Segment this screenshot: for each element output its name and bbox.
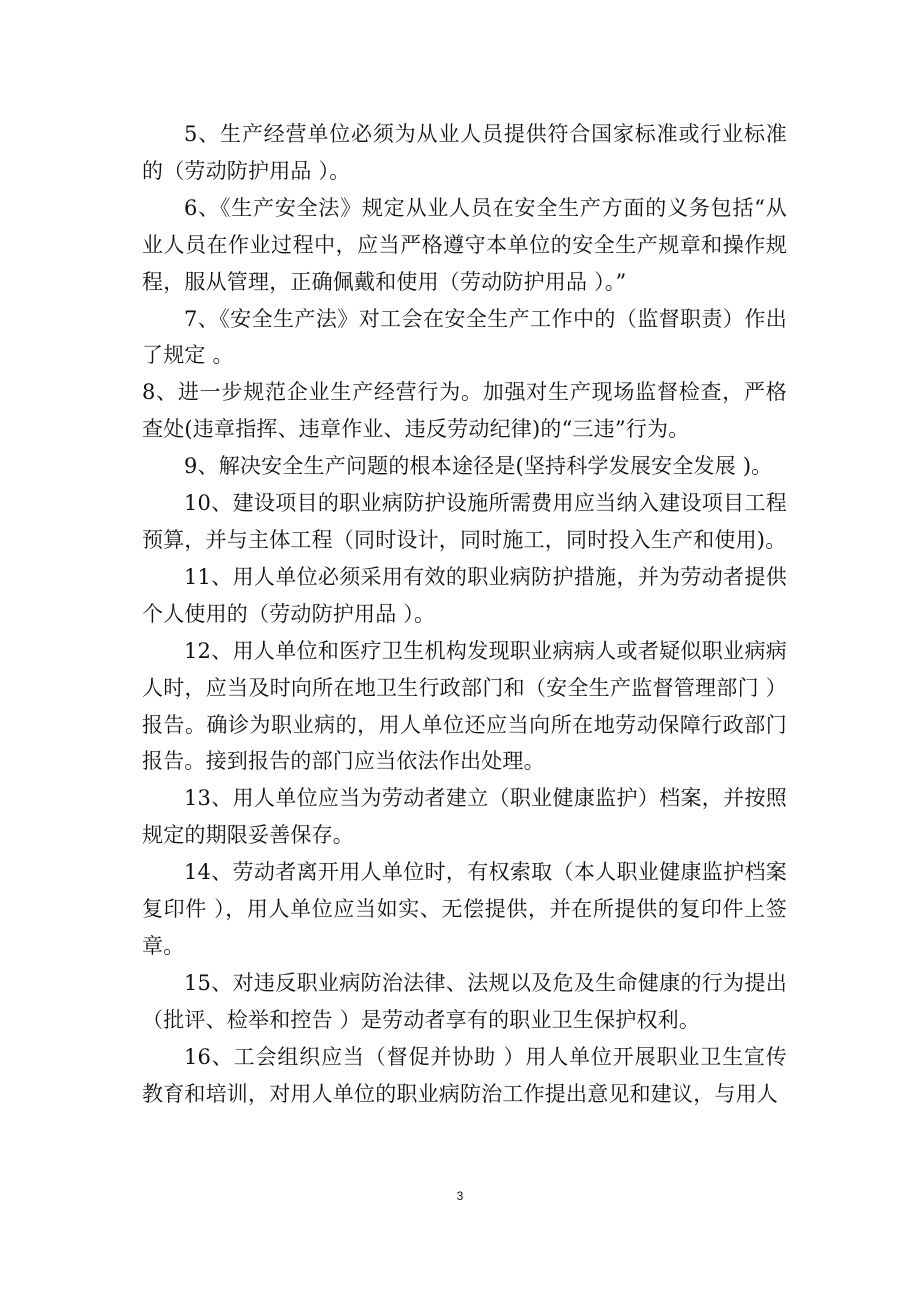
paragraph-item-6: 6、《生产安全法》规定从业人员在安全生产方面的义务包括“从业人员在作业过程中，应当严格遵守本单位的安全生产规章和操作规程，服从管理，正确佩戴和使用（劳动防护用品 ）。” [142,195,787,294]
paragraph-item-7: 7、《安全生产法》对工会在安全生产工作中的（监督职责）作出了规定 。 [142,306,787,368]
paragraph-item-13: 13、用人单位应当为劳动者建立（职业健康监护）档案，并按照规定的期限妥善保存。 [142,786,787,848]
paragraph-item-12: 12、用人单位和医疗卫生机构发现职业病病人或者疑似职业病病人时，应当及时向所在地卫生行政部门和（安全生产监督管理部门 ）报告。确诊为职业病的，用人单位还应当向所在地劳动保障行政部门报告。接到报告的部门应当依法作出处理。 [142,638,787,774]
paragraph-item-11: 11、用人单位必须采用有效的职业病防护措施，并为劳动者提供个人使用的（劳动防护用品 ）。 [142,564,787,626]
paragraph-item-10: 10、建设项目的职业病防护设施所需费用应当纳入建设项目工程预算，并与主体工程（同时设计，同时施工，同时投入生产和使用)。 [142,491,787,552]
paragraph-item-15: 15、对违反职业病防治法律、法规以及危及生命健康的行为提出（批评、检举和控告 ）是劳动者享有的职业卫生保护权利。 [142,970,787,1032]
document-body [142,116,787,1112]
page-number: 3 [456,1189,464,1203]
paragraph-item-16: 16、工会组织应当（督促并协助 ）用人单位开展职业卫生宣传教育和培训，对用人单位的职业病防治工作提出意见和建议，与用人 [142,1044,787,1106]
paragraph-item-9: 9、解决安全生产问题的根本途径是(坚持科学发展安全发展 )。 [184,454,773,479]
paragraph-item-8: 8、进一步规范企业生产经营行为。加强对生产现场监督检查，严格查处(违章指挥、违章作业、违反劳动纪律)的“三违”行为。 [142,380,787,442]
paragraph-item-14: 14、劳动者离开用人单位时，有权索取（本人职业健康监护档案复印件 ），用人单位应当如实、无偿提供，并在所提供的复印件上签章。 [142,860,787,958]
paragraph-item-5: 5、生产经营单位必须为从业人员提供符合国家标准或行业标准的（劳动防护用品 ）。 [142,122,787,183]
